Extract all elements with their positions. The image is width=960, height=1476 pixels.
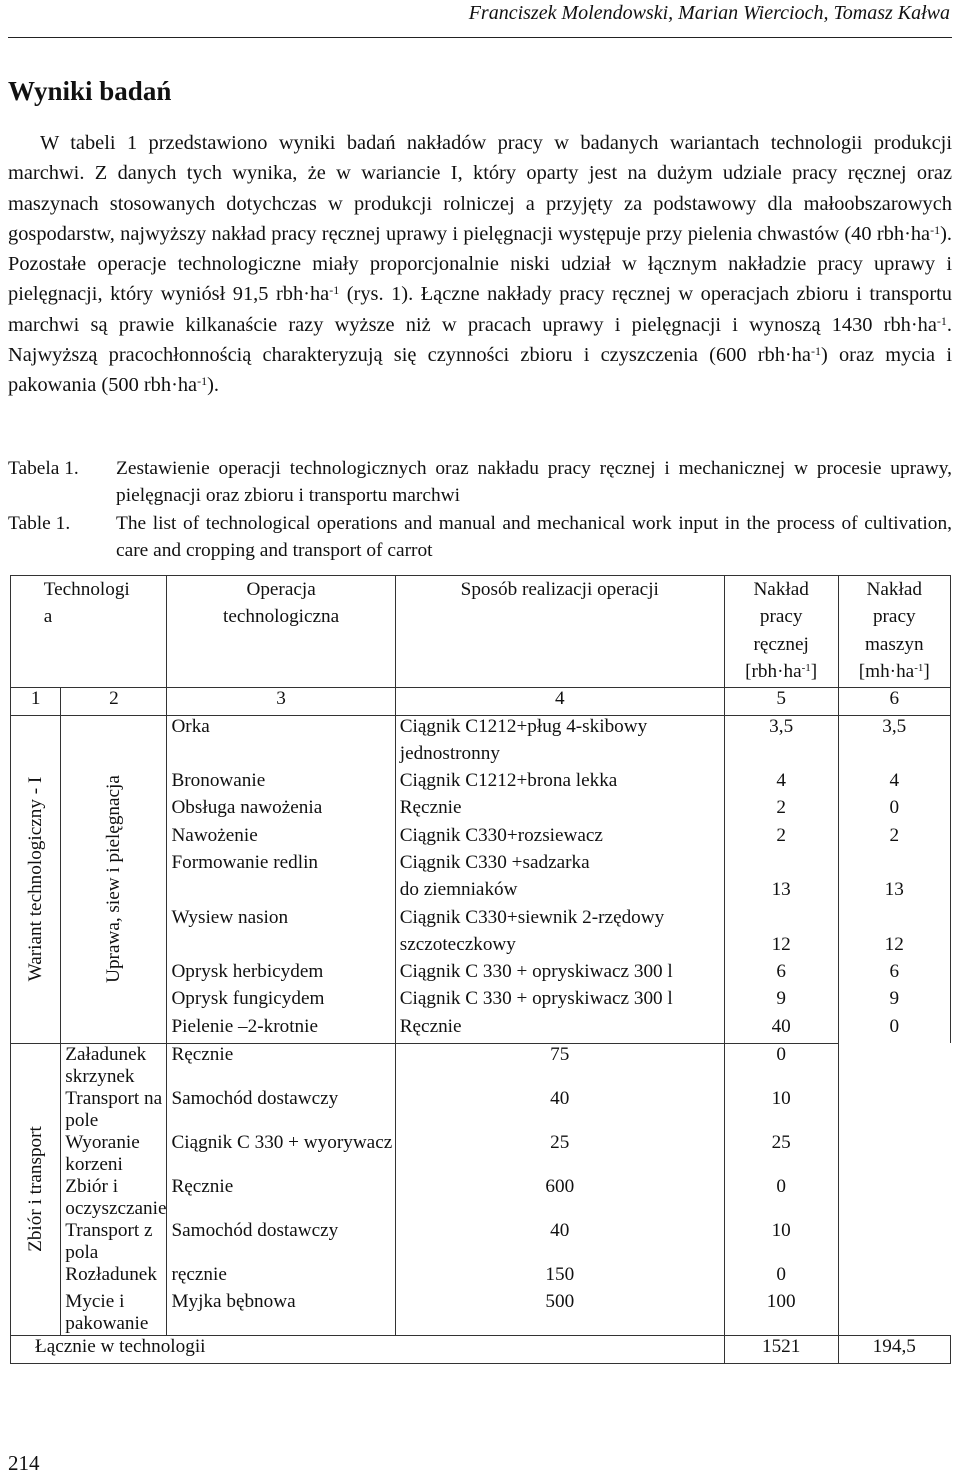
manual-value-cell: 40 <box>395 1220 724 1264</box>
header-technologia: Technologia <box>11 576 167 688</box>
operation-cell: Orka <box>167 716 395 743</box>
body-paragraph <box>8 128 952 401</box>
method-cell: Ciągnik C330+siewnik 2-rzędowy <box>395 907 724 934</box>
machine-value-cell <box>838 907 950 934</box>
operation-cell: Bronowanie <box>167 770 395 797</box>
manual-value-cell: 25 <box>395 1132 724 1176</box>
machine-value-cell: 25 <box>724 1132 838 1176</box>
machine-value-cell: 3,5 <box>838 716 950 743</box>
total-manual: 1521 <box>724 1335 838 1363</box>
manual-value-cell: 500 <box>395 1291 724 1336</box>
operation-cell <box>167 934 395 961</box>
manual-value-cell: 40 <box>395 1088 724 1132</box>
method-cell: Ciągnik C330 +sadzarka <box>395 852 724 879</box>
column-number: 4 <box>395 688 724 716</box>
manual-value-cell: 2 <box>724 797 838 824</box>
method-cell: Ciągnik C1212+brona lekka <box>395 770 724 797</box>
table-header-row <box>11 576 951 688</box>
machine-value-cell: 4 <box>838 770 950 797</box>
header-operacja: Operacja technologiczna <box>167 576 395 688</box>
superscript: -1 <box>197 374 208 389</box>
machine-value-cell: 0 <box>838 1016 950 1043</box>
operation-cell: Wyoranie korzeni <box>61 1132 167 1176</box>
operation-cell: Mycie i pakowanie <box>61 1291 167 1336</box>
method-cell: szczoteczkowy <box>395 934 724 961</box>
manual-value-cell: 12 <box>724 934 838 961</box>
method-cell: Myjka bębnowa <box>167 1291 395 1336</box>
paragraph-text: . Najwyższą pracochłonnością charakteryzują się czynności zbioru i czyszczenia (600 rbh·ha <box>8 313 952 367</box>
running-header <box>8 0 952 38</box>
column-number: 3 <box>167 688 395 716</box>
operation-cell: Nawożenie <box>167 825 395 852</box>
manual-value-cell: 150 <box>395 1264 724 1291</box>
column-number-row <box>11 688 951 716</box>
method-cell: Ręcznie <box>167 1043 395 1088</box>
manual-value-cell <box>724 852 838 879</box>
method-cell: ręcznie <box>167 1264 395 1291</box>
method-cell: Ciągnik C330+rozsiewacz <box>395 825 724 852</box>
machine-value-cell: 9 <box>838 988 950 1015</box>
total-row <box>11 1335 951 1363</box>
caption-label: Tabela 1. <box>8 458 79 479</box>
manual-value-cell: 4 <box>724 770 838 797</box>
operation-cell: Oprysk herbicydem <box>167 961 395 988</box>
paragraph-text: ). Pozostałe operacje technologiczne miały proporcjonalnie niski udział w łącznym nakładzie pracy uprawy i pielęgnacji, który wyniósł 91,5 rbh·ha <box>8 222 952 306</box>
operation-cell <box>167 743 395 770</box>
variant-label: Wariant technologiczny - I <box>24 776 46 982</box>
method-cell: Ciągnik C 330 + opryskiwacz 300 l <box>395 961 724 988</box>
manual-value-cell: 9 <box>724 988 838 1015</box>
method-cell: jednostronny <box>395 743 724 770</box>
method-cell: Samochód dostawczy <box>167 1088 395 1132</box>
superscript: -1 <box>936 313 947 328</box>
paragraph-text: W tabeli 1 przedstawiono wyniki badań nakładów pracy w badanych wariantach technologii produkcji marchwi. Z danych tych wynika, że w wariancie I, który oparty jest na dużym udziale pracy ręcznej oraz maszynach stosowanych dotychczas w produkcji rolniczej a przyjęty za podstawowy dla małoobszarowych gospodarstw, najwyższy nakład pracy ręcznej uprawy i pielęgnacji występuje przy pielenia chwastów (40 rbh·ha <box>8 132 952 245</box>
machine-value-cell: 12 <box>838 934 950 961</box>
total-label: Łącznie w technologii <box>11 1335 725 1363</box>
operation-cell: Wysiew nasion <box>167 907 395 934</box>
header-naklad-maszyn: Nakład pracy maszyn $[mh\cdot ha^{-1}]$ <box>838 576 950 688</box>
header-naklad-reczny: Nakład pracy ręcznej $[rbh\cdot ha^{-1}]$ <box>724 576 838 688</box>
operation-cell: Pielenie –2-krotnie <box>167 1016 395 1043</box>
variant-label-cell <box>11 716 61 1044</box>
superscript: -1 <box>930 222 941 237</box>
caption-label: Table 1. <box>8 513 71 534</box>
operation-cell: Załadunek skrzynek <box>61 1043 167 1088</box>
column-number: 5 <box>724 688 838 716</box>
caption-text: Zestawienie operacji technologicznych oraz nakładu pracy ręcznej i mechanicznej w procesie uprawy, pielęgnacji oraz zbioru i transportu marchwi <box>116 458 952 506</box>
column-number: 1 <box>11 688 61 716</box>
column-number: 2 <box>61 688 167 716</box>
machine-value-cell: 0 <box>724 1176 838 1220</box>
table-row <box>11 1220 951 1264</box>
header-sposob: Sposób realizacji operacji <box>395 576 724 688</box>
total-machine: 194,5 <box>838 1335 950 1363</box>
table-row <box>11 1176 951 1220</box>
table-row <box>11 1132 951 1176</box>
group-label: Zbiór i transport <box>24 1126 46 1253</box>
operation-cell: Transport z pola <box>61 1220 167 1264</box>
method-cell: Ręcznie <box>395 1016 724 1043</box>
machine-value-cell: 0 <box>724 1264 838 1291</box>
table-row <box>11 1043 951 1088</box>
method-cell: Ręcznie <box>395 797 724 824</box>
machine-value-cell <box>838 743 950 770</box>
section-title: Wyniki badań <box>8 76 172 106</box>
table-caption-en <box>8 510 952 564</box>
paragraph-text: (rys. 1). Łączne nakłady pracy ręcznej w operacjach zbioru i transportu marchwi są prawie kilkanaście razy wyższe niż w pracach uprawy i pielęgnacji i wynoszą 1430 rbh·ha <box>8 283 952 336</box>
method-cell: Ręcznie <box>167 1176 395 1220</box>
operation-cell: Zbiór i oczyszczanie <box>61 1176 167 1220</box>
group-harvest <box>11 1043 951 1335</box>
group-label-cell <box>61 716 167 1044</box>
table-caption-pl <box>8 455 952 509</box>
group-label: Uprawa, siew i pielęgnacja <box>102 775 124 984</box>
header-authors: Franciszek Molendowski, Marian Wiercioch, Tomasz Kałwa <box>468 2 950 24</box>
manual-value-cell: 13 <box>724 879 838 906</box>
table-row <box>11 1088 951 1132</box>
operation-cell: Obsługa nawożenia <box>167 797 395 824</box>
manual-value-cell <box>724 907 838 934</box>
operation-cell: Formowanie redlin <box>167 852 395 879</box>
operation-cell <box>167 879 395 906</box>
machine-value-cell: 6 <box>838 961 950 988</box>
machine-value-cell: 10 <box>724 1220 838 1264</box>
operation-cell: Transport na pole <box>61 1088 167 1132</box>
operation-cell: Rozładunek <box>61 1264 167 1291</box>
paragraph-text: ) oraz mycia i pakowania (500 rbh·ha <box>8 344 952 397</box>
manual-value-cell: 75 <box>395 1043 724 1088</box>
machine-value-cell <box>838 852 950 879</box>
table-row <box>11 1264 951 1291</box>
group-cultivation <box>11 716 951 1044</box>
superscript: -1 <box>810 344 821 359</box>
method-cell: Ciągnik C1212+pług 4-skibowy <box>395 716 724 743</box>
manual-value-cell: 600 <box>395 1176 724 1220</box>
table-row <box>11 716 951 743</box>
paragraph-text: ). <box>207 374 220 397</box>
method-cell: do ziemniaków <box>395 879 724 906</box>
column-number: 6 <box>838 688 950 716</box>
machine-value-cell: 10 <box>724 1088 838 1132</box>
page-number: 214 <box>8 1451 40 1475</box>
machine-value-cell: 0 <box>838 797 950 824</box>
manual-value-cell: 3,5 <box>724 716 838 743</box>
table-row <box>11 1291 951 1336</box>
group-label-cell <box>11 1043 61 1335</box>
manual-value-cell <box>724 743 838 770</box>
operation-cell: Oprysk fungicydem <box>167 988 395 1015</box>
method-cell: Ciągnik C 330 + wyorywacz <box>167 1132 395 1176</box>
method-cell: Samochód dostawczy <box>167 1220 395 1264</box>
data-table <box>10 575 951 1364</box>
machine-value-cell: 0 <box>724 1043 838 1088</box>
caption-text: The list of technological operations and manual and mechanical work input in the process of cultivation, care and cropping and transport of carrot <box>116 513 952 561</box>
machine-value-cell: 100 <box>724 1291 838 1336</box>
manual-value-cell: 40 <box>724 1016 838 1043</box>
method-cell: Ciągnik C 330 + opryskiwacz 300 l <box>395 988 724 1015</box>
superscript: -1 <box>329 283 340 298</box>
machine-value-cell: 13 <box>838 879 950 906</box>
manual-value-cell: 6 <box>724 961 838 988</box>
machine-value-cell: 2 <box>838 825 950 852</box>
manual-value-cell: 2 <box>724 825 838 852</box>
